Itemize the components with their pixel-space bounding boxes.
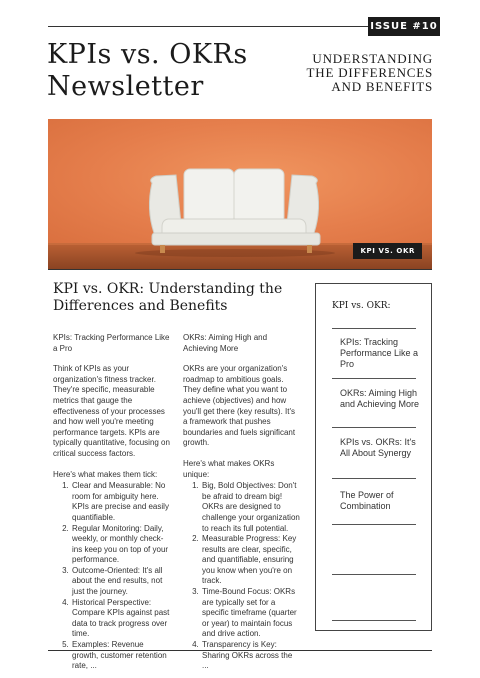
sidebar-item-combination[interactable]: The Power of Combination [340,490,394,511]
sidebar-divider [332,378,416,379]
kpi-column [53,333,171,672]
article-title: KPI vs. OKR: Understanding the Differences and Benefits [53,281,283,314]
okr-heading: OKRs: Aiming High and Achieving More [183,333,268,353]
issue-badge: ISSUE #10 [368,17,440,36]
sidebar-divider [332,574,416,575]
top-rule [48,26,368,27]
newsletter-subtitle [285,52,433,94]
contents-sidebar [315,283,432,631]
kpi-list-item: 5. Examples: Revenue growth, customer retention rate, ... [71,640,171,672]
kpi-list [53,481,171,672]
subtitle-line-1: UNDERSTANDING [312,51,433,66]
sidebar-divider [332,478,416,479]
sidebar-divider [332,524,416,525]
hero-image [48,119,432,269]
okr-list [183,481,301,672]
sidebar-item-synergy[interactable]: KPIs vs. OKRs: It's All About Synergy [340,437,416,458]
article-divider [48,269,432,270]
kpi-intro: Think of KPIs as your organization's fitness tracker. They're specific, measurable metrics that gauge the effectiveness of your processes and how well you're meeting performance targets. KPIs are typically quantitative, focusing on critical success factors. [53,364,170,458]
kpi-heading: KPIs: Tracking Performance Like a Pro [53,333,170,353]
sidebar-item-kpis[interactable]: KPIs: Tracking Performance Like a Pro [340,337,419,369]
okr-list-item: 4. Transparency is Key: Sharing OKRs across the ... [201,640,301,672]
sidebar-title: KPI vs. OKR: [332,301,391,311]
kpi-list-item: 2. Regular Monitoring: Daily, weekly, or monthly check-ins keep you on top of your performance. [71,524,171,566]
hero-badge: KPI VS. OKR [353,243,422,259]
okr-list-item: 2. Measurable Progress: Key results are clear, specific, and quantifiable, ensuring you know when you're on track. [201,534,301,587]
kpi-list-item: 4. Historical Perspective: Compare KPIs against past data to track progress over time. [71,598,171,640]
okr-lead: Here's what makes OKRs unique: [183,458,275,479]
okr-list-item: 3. Time-Bound Focus: OKRs are typically set for a specific timeframe (quarter or year) to maintain focus and drive action. [201,587,301,640]
okr-list-item: 1. Big, Bold Objectives: Don't be afraid to dream big! OKRs are designed to challenge your organization to reach its full potential. [201,481,301,534]
kpi-lead: Here's what makes them tick: [53,469,158,479]
okr-intro: OKRs are your organization's roadmap to ambitious goals. They define what you want to achieve (objectives) and how you'll get there (key results). It's a framework that pushes boundaries and fuels significant growth. [183,364,296,448]
sidebar-divider [332,328,416,329]
bottom-rule [48,650,432,651]
title-line-1: KPIs vs. OKRs [47,39,248,70]
newsletter-title [47,39,297,103]
subtitle-line-2: THE DIFFERENCES [306,65,433,80]
okr-column [183,333,301,672]
sidebar-divider [332,427,416,428]
kpi-list-item: 1. Clear and Measurable: No room for ambiguity here. KPIs are precise and easily quantifiable. [71,481,171,523]
kpi-list-item: 3. Outcome-Oriented: It's all about the end results, not just the journey. [71,566,171,598]
subtitle-line-3: AND BENEFITS [331,79,433,94]
sidebar-divider [332,620,416,621]
title-line-2: Newsletter [47,71,204,102]
sidebar-item-okrs[interactable]: OKRs: Aiming High and Achieving More [340,388,420,409]
